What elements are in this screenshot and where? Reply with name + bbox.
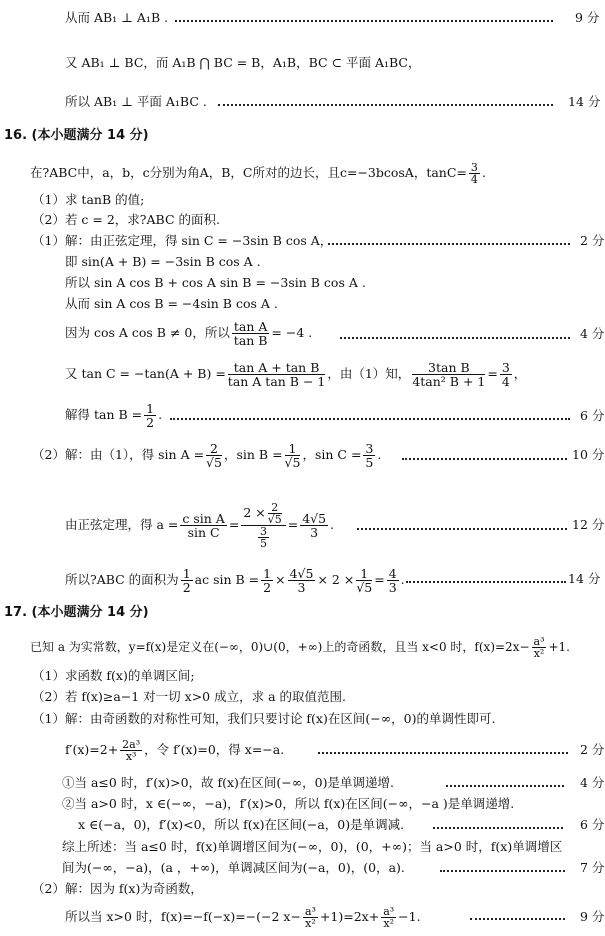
solution-16-line-7: 解得 tan B = $\frac{1}{2}$ . — [65, 401, 163, 430]
score-mark: 12 分 — [572, 517, 605, 532]
problem-17-part-1: （1）求函数 f(x)的单调区间; — [32, 668, 195, 683]
fraction: $\frac{2}{√5}$ — [206, 441, 222, 470]
fraction: $\frac{\text{tan A + tan B}}{\text{tan A tan B − 1}}$ — [227, 360, 326, 389]
proof-line-3: 所以 AB₁ ⊥ 平面 A₁BC . — [65, 94, 207, 109]
fraction: $\frac{1}{2}$ — [146, 401, 155, 430]
score-leader — [328, 243, 570, 245]
fraction: $\frac{3}{5}$ — [260, 525, 268, 550]
fraction: $\frac{\text{a³}}{\text{x²}}$ — [304, 905, 316, 930]
score-leader — [402, 458, 567, 460]
score-mark: 10 分 — [572, 447, 605, 462]
fraction: $\frac{4}{3}$ — [388, 566, 397, 595]
score-mark: 9 分 — [580, 909, 605, 924]
proof-line-1: 从而 AB₁ ⊥ A₁B . — [65, 10, 169, 25]
score-mark: 2 分 — [580, 742, 605, 757]
solution-17-summary-2: 间为(−∞，−a)，(a ，+∞)，单调减区间为(−a，0)，(0，a). — [62, 860, 405, 875]
fraction: $\frac{2}{√5}$ — [267, 501, 282, 526]
score-leader — [446, 785, 564, 787]
solution-17-line-2: f′(x)=2+ $\frac{\text{2a³}}{\text{x³}}$ ，令 f′(x)=0，得 x=−a. — [65, 738, 285, 763]
score-mark: 2 分 — [580, 233, 605, 248]
score-leader — [357, 528, 567, 530]
fraction: $\frac{3}{4}$ — [501, 360, 510, 389]
problem-16-heading: 16. (本小题满分 14 分) — [4, 128, 149, 143]
fraction: $\frac{\text{a³}}{\text{x²}}$ — [533, 635, 545, 660]
score-leader — [433, 827, 563, 829]
solution-17-part-2-line-2: 所以当 x>0 时，f(x)=−f(−x)=−(−2 x− $\frac{\text{a³}}{\text{x²}}$ +1)=2x+ $\frac{\text{a³}}{\text{x²}}$ −1. — [65, 905, 421, 930]
score-leader — [470, 918, 565, 920]
score-mark: 7 分 — [580, 860, 605, 875]
problem-16-part-2: （2）若 c = 2，求?ABC 的面积. — [32, 212, 220, 227]
compound-fraction: 2 × $\frac{2}{√5}$ $\frac{3}{5}$ — [241, 502, 285, 549]
solution-16-line-4: 从而 sin A cos B = −4sin B cos A . — [65, 296, 278, 311]
score-mark: 6 分 — [580, 408, 605, 423]
fraction: $\frac{\text{c sin A}}{\text{sin C}}$ — [182, 511, 225, 540]
score-leader — [218, 104, 553, 106]
problem-17-heading: 17. (本小题满分 14 分) — [4, 605, 149, 620]
fraction: $\frac{\text{a³}}{\text{x²}}$ — [383, 905, 395, 930]
score-mark: 4 分 — [580, 326, 605, 341]
fraction: $\frac{3}{4}$ — [470, 161, 478, 186]
score-mark: 6 分 — [580, 817, 605, 832]
problem-16-statement: 在?ABC中，a，b，c分别为角A，B，C所对的边长，且c=−3bcosA，tanC= $\frac{3}{4}$ . — [30, 161, 486, 186]
fraction: $\frac{3}{5}$ — [365, 441, 374, 470]
solution-17-case-2b: x ∈(−a，0)，f′(x)<0，所以 f(x)在区间(−a，0)是单调减. — [78, 817, 405, 832]
solution-16-line-3: 所以 sin A cos B + cos A sin B = −3sin B cos A . — [65, 275, 366, 290]
score-leader — [406, 581, 566, 583]
proof-line-2: 又 AB₁ ⊥ BC，而 A₁B ⋂ BC = B，A₁B，BC ⊂ 平面 A₁BC， — [65, 55, 421, 70]
score-leader — [170, 418, 570, 420]
fraction: $\frac{\text{3tan B}}{\text{4tan² B + 1}}$ — [412, 360, 486, 389]
solution-17-part-2-line-1: （2）解：因为 f(x)为奇函数， — [32, 881, 203, 896]
score-leader — [440, 870, 565, 872]
fraction: $\frac{4√5}{3}$ — [289, 566, 314, 595]
score-mark: 14 分 — [568, 94, 601, 109]
fraction: $\frac{1}{√5}$ — [284, 441, 301, 470]
problem-17-part-2: （2）若 f(x)≥a−1 对一切 x>0 成立，求 a 的取值范围. — [32, 689, 346, 704]
problem-17-statement: 已知 a 为实常数，y=f(x)是定义在(−∞，0)∪(0，+∞)上的奇函数，且当 x<0 时，f(x)=2x− $\frac{\text{a³}}{\text{x²}}$ +1. — [30, 635, 570, 660]
fraction: $\frac{\text{tan A}}{\text{tan B}}$ — [233, 319, 268, 348]
solution-16-part-2-line-3: 所以?ABC 的面积为 $\frac{1}{2}$ ac sin B = $\frac{1}{2}$ × $\frac{4√5}{3}$ × 2 × $\frac{1}{√5}$ = $\frac{4}{3}$ . — [65, 566, 405, 595]
fraction: $\frac{\text{2a³}}{\text{x³}}$ — [122, 738, 141, 763]
fraction: $\frac{1}{2}$ — [182, 566, 191, 595]
solution-16-line-2: 即 sin(A + B) = −3sin B cos A . — [65, 254, 261, 269]
solution-16-line-1: （1）解：由正弦定理，得 sin C = −3sin B cos A， — [32, 233, 333, 248]
score-mark: 4 分 — [580, 775, 605, 790]
solution-16-part-2-line-2: 由正弦定理，得 a = $\frac{\text{c sin A}}{\text{sin C}}$ = 2 × $\frac{2}{√5}$ $\frac{3}{5}$ = $\frac{4√5}{3}$ . — [65, 501, 335, 550]
score-leader — [340, 337, 570, 339]
solution-17-case-1: ①当 a≤0 时，f′(x)>0，故 f(x)在区间(−∞，0)是单调递增. — [62, 775, 394, 790]
solution-17-line-1: （1）解：由奇函数的对称性可知，我们只要讨论 f(x)在区间(−∞，0)的单调性即可. — [32, 711, 496, 726]
solution-17-case-2: ②当 a>0 时，x ∈(−∞，−a)，f′(x)>0，所以 f(x)在区间(−∞，−a )是单调递增. — [62, 796, 515, 811]
score-mark: 14 分 — [568, 571, 601, 586]
score-mark: 9 分 — [575, 10, 600, 25]
solution-16-line-6: 又 tan C = −tan(A + B) = $\frac{\text{tan A + tan B}}{\text{tan A tan B − 1}}$ ，由（1）知， $\frac{\text{3tan B}}{\text{4tan² B + 1}}$ = $\frac{3}{4}$ ， — [65, 360, 527, 389]
score-leader — [318, 752, 568, 754]
problem-16-part-1: （1）求 tanB 的值; — [32, 192, 145, 207]
fraction: $\frac{4√5}{3}$ — [302, 511, 327, 540]
fraction: $\frac{1}{2}$ — [263, 566, 272, 595]
solution-16-part-2-line-1: （2）解：由（1），得 sin A = $\frac{2}{√5}$ ，sin B = $\frac{1}{√5}$ ，sin C = $\frac{3}{5}$ . — [32, 441, 382, 470]
solution-16-line-5: 因为 cos A cos B ≠ 0，所以 $\frac{\text{tan A}}{\text{tan B}}$ = −4 . — [65, 319, 313, 348]
solution-17-summary-1: 综上所述：当 a≤0 时，f(x)单调增区间为(−∞，0)，(0，+∞)；当 a>0 时，f(x)单调增区 — [62, 839, 563, 854]
score-leader — [175, 20, 553, 22]
fraction: $\frac{1}{√5}$ — [356, 566, 373, 595]
